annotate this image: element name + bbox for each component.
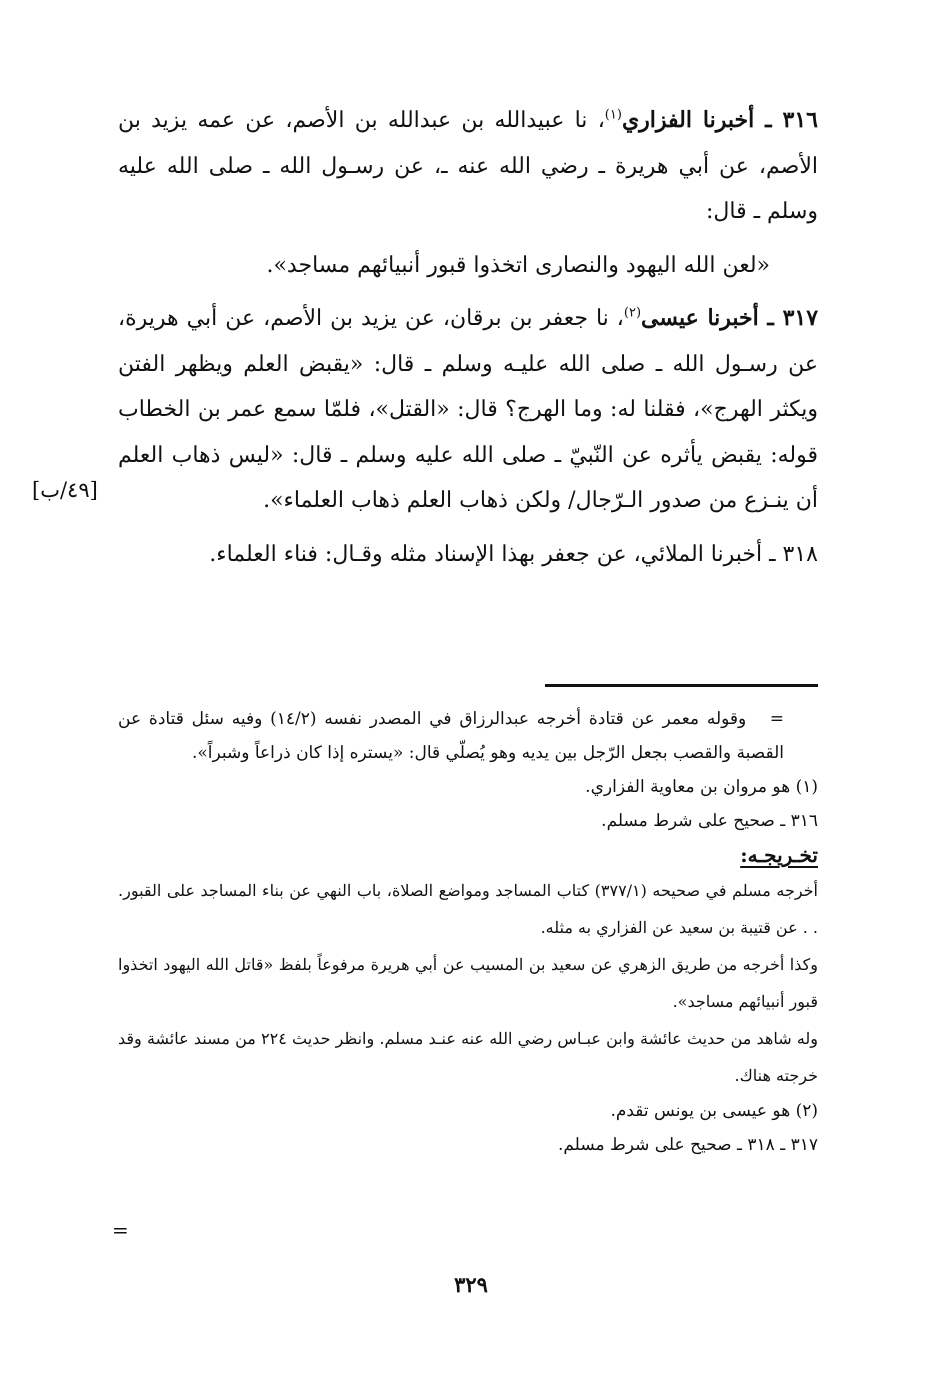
page-number: ٣٢٩ [454, 1272, 488, 1297]
hadith-316-text: ، نا عبيدالله بن عبدالله بن الأصم، عن عمه يزيد بن الأصم، عن أبي هريرة ـ رضي الله عنه ـ، عن رسـول الله ـ صلى الله عليه وسلم ـ قال: [118, 108, 818, 224]
hadith-317-text: ، نا جعفر بن برقان، عن يزيد بن الأصم، عن أبي هريرة، عن رسـول الله ـ صلى الله عليـه وسلم ـ قال: «يقبض العلم ويظهر الفتن ويكثر الهرج»، فقلنا له: وما الهرج؟ قال: «القتل»، فلمّا سمع عمر بن الخطاب قوله: يقبض يأثره عن النّبيّ ـ صلى الله عليه وسلم ـ قال: «ليس ذهاب العلم أن ينـزع من صدور الـرّجال/ ولكن ذهاب العلم ذهاب العلماء». [118, 306, 818, 513]
manuscript-folio-marker: [٤٩/ب] [32, 478, 98, 502]
hadith-317-lead: ٣١٧ ـ أخبرنا عيسى [641, 305, 819, 331]
continues-mark: = [112, 1218, 129, 1242]
hadith-316-quote: «لعن الله اليهود والنصارى اتخذوا قبور أنبيائهم مساجد». [266, 252, 770, 278]
grading-316: ٣١٦ ـ صحيح على شرط مسلم. [601, 811, 818, 831]
takhrij-paragraph-2: وكذا أخرجه من طريق الزهري عن سعيد بن المسيب عن أبي هريرة مرفوعاً بلفظ «قاتل الله اليهود اتخذوا قبور أنبيائهم مساجد». [118, 955, 818, 1011]
footnote-ref-1: (١) [604, 107, 622, 123]
footnote-continuation [118, 702, 818, 770]
hadith-316-lead: ٣١٦ ـ أخبرنا الفزاري [621, 107, 818, 133]
continuation-mark: = [769, 709, 784, 729]
footnote-continuation-text: وقوله معمر عن قتادة أخرجه عبدالرزاق في المصدر نفسه (١٤/٢) وفيه سئل قتادة عن القصبة والقصب بجعل الرّجل بين يديه وهو يُصلّي قال: «يستره إذا كان ذراعاً وشبراً». [118, 709, 784, 763]
grading-317-318: ٣١٧ ـ ٣١٨ ـ صحيح على شرط مسلم. [557, 1135, 818, 1155]
main-text [118, 98, 818, 585]
footnote-ref-2: (٢) [623, 305, 642, 321]
footnote-1: (١) هو مروان بن معاوية الفزاري. [585, 777, 818, 797]
hadith-316 [118, 98, 818, 235]
hadith-317 [118, 296, 818, 524]
footnotes [118, 702, 818, 1162]
takhrij-heading: تخـريجـه: [740, 843, 818, 867]
takhrij-paragraph-3: وله شاهد من حديث عائشة وابن عبـاس رضي الله عنه عنـد مسلم. وانظر حديث ٢٢٤ من مسند عائشة وقد خرجته هناك. [118, 1029, 818, 1085]
footnote-separator [545, 684, 818, 687]
takhrij-paragraph-1: أخرجه مسلم في صحيحه (٣٧٧/١) كتاب المساجد ومواضع الصلاة، باب النهي عن بناء المساجد على القبور. . . عن قتيبة بن سعيد عن الفزاري به مثله. [118, 881, 819, 937]
hadith-318: ٣١٨ ـ أخبرنا الملائي، عن جعفر بهذا الإسناد مثله وقـال: فناء العلماء. [209, 541, 818, 567]
footnote-2: (٢) هو عيسى بن يونس تقدم. [610, 1101, 818, 1121]
